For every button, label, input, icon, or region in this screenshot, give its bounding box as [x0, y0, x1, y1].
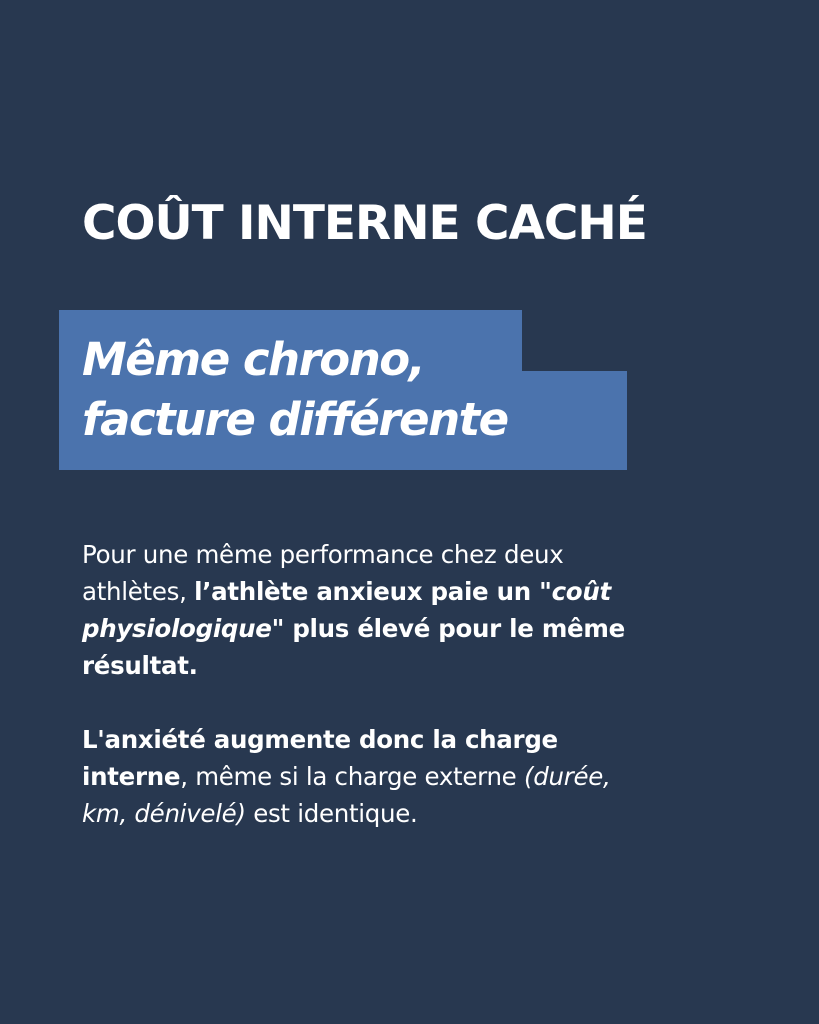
text-bold-italic: physiologique": [82, 614, 285, 643]
text-normal: est identique.: [245, 799, 418, 828]
paragraph-1: [82, 536, 762, 684]
paragraph-1-line-4: résultat.: [82, 651, 198, 680]
paragraph-2: [82, 721, 762, 832]
paragraph-1-line-1: Pour une même performance chez deux: [82, 540, 564, 569]
text-bold-italic: "coût: [539, 577, 611, 606]
text-bold: plus élevé pour le même: [284, 614, 625, 643]
paragraph-1-line-2: [82, 573, 762, 610]
paragraph-1-line-3: [82, 610, 762, 647]
highlight-subtitle: [82, 330, 508, 450]
text-normal: athlètes,: [82, 577, 195, 606]
text-italic: km, dénivelé): [82, 799, 246, 828]
paragraph-gap: [82, 684, 762, 721]
body-text: [82, 536, 762, 832]
highlight-line-2: facture différente: [82, 393, 508, 446]
text-bold: l’athlète anxieux paie un: [194, 577, 540, 606]
text-normal: , même si la charge externe: [180, 762, 524, 791]
paragraph-2-line-3: [82, 795, 762, 832]
text-bold: interne: [82, 762, 181, 791]
paragraph-2-line-1: L'anxiété augmente donc la charge: [82, 725, 558, 754]
page-title: COÛT INTERNE CACHÉ: [82, 196, 647, 251]
text-italic: (durée,: [523, 762, 611, 791]
paragraph-2-line-2: [82, 758, 762, 795]
highlight-line-1: Même chrono,: [82, 333, 425, 386]
